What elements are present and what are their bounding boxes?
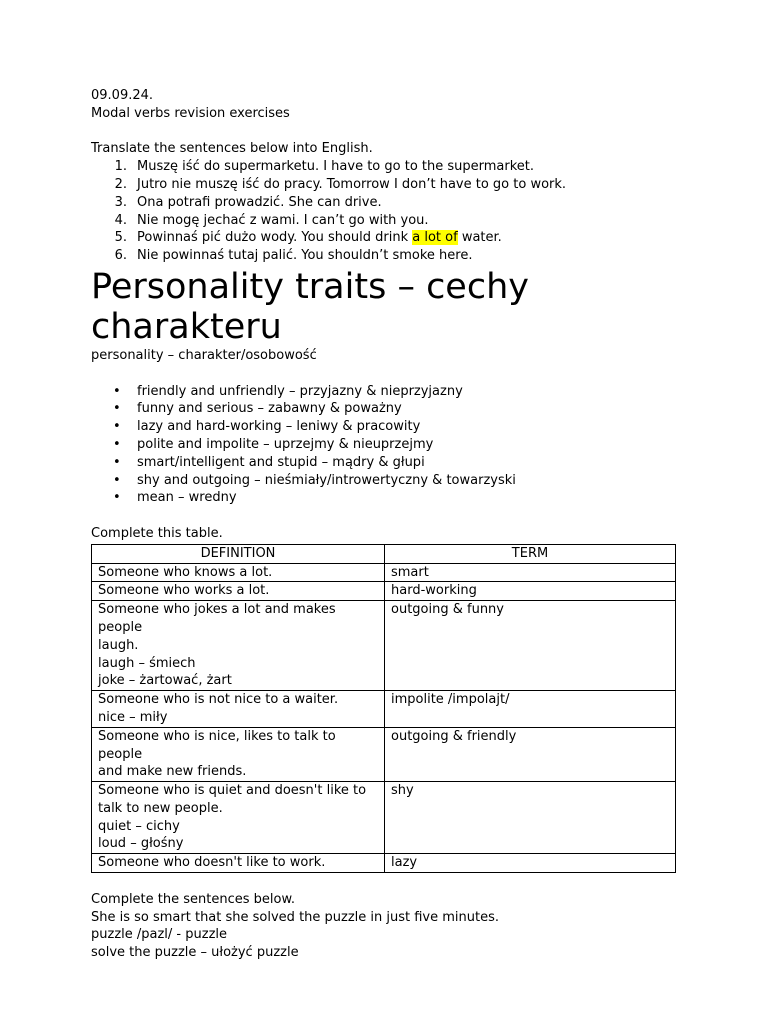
table-row <box>92 563 676 582</box>
translate-list <box>91 158 691 265</box>
item-number: 4. <box>114 212 127 228</box>
item-text: funny and serious – zabawny & poważny <box>137 401 402 417</box>
cell-line: talk to new people. <box>98 800 223 816</box>
term-cell: hard-working <box>385 582 676 601</box>
cell-line: Someone who works a lot. <box>98 583 270 599</box>
cell-line: Someone who doesn't like to work. <box>98 855 326 871</box>
item-text: mean – wredny <box>137 490 237 506</box>
cell-line: nice – miły <box>98 709 168 725</box>
term-cell: outgoing & funny <box>385 601 676 691</box>
table-row <box>92 854 676 873</box>
bullet-icon: • <box>113 419 121 435</box>
bullet-icon: • <box>113 383 121 399</box>
item-text: Jutro nie muszę iść do pracy. Tomorrow I don’t have to go to work. <box>137 176 567 192</box>
bullet-icon: • <box>113 472 121 488</box>
item-number: 3. <box>114 194 127 210</box>
item-text: Nie powinnaś tutaj palić. You shouldn’t smoke here. <box>137 248 473 264</box>
bullet-icon: • <box>113 454 121 470</box>
definition-cell <box>92 854 385 873</box>
cell-line: Someone who knows a lot. <box>98 564 273 580</box>
table-header-row <box>92 544 676 563</box>
sentence-line: solve the puzzle – ułożyć puzzle <box>91 945 299 961</box>
item-number: 5. <box>114 230 127 246</box>
cell-line: Someone who jokes a lot and makes people <box>98 602 336 635</box>
list-item <box>91 229 691 247</box>
sentence-line: puzzle /pazl/ - puzzle <box>91 927 227 943</box>
term-cell: outgoing & friendly <box>385 727 676 781</box>
term-cell: impolite /impolajt/ <box>385 691 676 728</box>
sentences-instruction: Complete the sentences below. <box>91 891 296 907</box>
list-item <box>91 472 691 490</box>
table-row <box>92 582 676 601</box>
section-heading <box>91 267 691 347</box>
list-item <box>91 176 691 194</box>
item-number: 6. <box>114 248 127 264</box>
list-item <box>91 400 691 418</box>
bullet-icon: • <box>113 490 121 506</box>
cell-line: Someone who is quiet and doesn't like to <box>98 783 367 799</box>
term-cell: lazy <box>385 854 676 873</box>
traits-table <box>91 544 676 873</box>
bullet-icon: • <box>113 436 121 452</box>
list-item <box>91 247 691 265</box>
heading-line-2: charakteru <box>91 306 282 347</box>
table-row <box>92 691 676 728</box>
cell-line: Someone who is nice, likes to talk to people <box>98 728 336 762</box>
item-text-after: water. <box>457 230 502 246</box>
sentence-line: She is so smart that she solved the puzzle in just five minutes. <box>91 909 500 925</box>
list-item <box>91 436 691 454</box>
list-item <box>91 194 691 212</box>
item-text: lazy and hard-working – leniwy & pracowity <box>137 419 421 435</box>
spacer <box>91 507 691 525</box>
table-row <box>92 727 676 781</box>
document-page <box>91 87 691 962</box>
column-header-definition: DEFINITION <box>92 544 385 563</box>
term-cell: shy <box>385 782 676 854</box>
item-number: 2. <box>114 176 127 192</box>
heading-line-1: Personality traits – cechy <box>91 266 529 307</box>
cell-line: laugh – śmiech <box>98 655 196 671</box>
list-item <box>91 418 691 436</box>
item-text: shy and outgoing – nieśmiały/introwertyczny & towarzyski <box>137 472 516 488</box>
traits-list <box>91 383 691 508</box>
translate-instruction: Translate the sentences below into English. <box>91 141 373 157</box>
section-subtitle: personality – charakter/osobowość <box>91 347 317 363</box>
cell-line: and make new friends. <box>98 764 247 780</box>
table-instruction: Complete this table. <box>91 525 223 541</box>
table-row <box>92 601 676 691</box>
spacer <box>91 873 691 891</box>
item-text: smart/intelligent and stupid – mądry & głupi <box>137 454 425 470</box>
document-title: Modal verbs revision exercises <box>91 105 290 121</box>
bullet-icon: • <box>113 401 121 417</box>
document-date: 09.09.24. <box>91 88 154 103</box>
item-text: Nie mogę jechać z wami. I can’t go with you. <box>137 212 429 228</box>
cell-line: quiet – cichy <box>98 818 180 834</box>
list-item <box>91 383 691 401</box>
list-item <box>91 454 691 472</box>
column-header-term: TERM <box>385 544 676 563</box>
table-row <box>92 782 676 854</box>
definition-cell <box>92 782 385 854</box>
definition-cell <box>92 727 385 781</box>
highlighted-text: a lot of <box>412 230 458 246</box>
spacer <box>91 123 691 141</box>
definition-cell <box>92 601 385 691</box>
cell-line: joke – żartować, żart <box>98 673 232 689</box>
item-text: polite and impolite – uprzejmy & nieuprzejmy <box>137 436 434 452</box>
cell-line: loud – głośny <box>98 836 184 852</box>
term-cell: smart <box>385 563 676 582</box>
item-text: Ona potrafi prowadzić. She can drive. <box>137 194 382 210</box>
list-item <box>91 158 691 176</box>
definition-cell <box>92 691 385 728</box>
item-text-before: Powinnaś pić dużo wody. You should drink <box>137 230 413 246</box>
definition-cell <box>92 582 385 601</box>
item-text: friendly and unfriendly – przyjazny & nieprzyjazny <box>137 383 463 399</box>
spacer <box>91 365 691 383</box>
item-number: 1. <box>114 159 127 175</box>
item-text: Muszę iść do supermarketu. I have to go to the supermarket. <box>137 159 535 175</box>
list-item <box>91 212 691 230</box>
cell-line: laugh. <box>98 637 139 653</box>
definition-cell <box>92 563 385 582</box>
cell-line: Someone who is not nice to a waiter. <box>98 692 339 708</box>
list-item <box>91 489 691 507</box>
